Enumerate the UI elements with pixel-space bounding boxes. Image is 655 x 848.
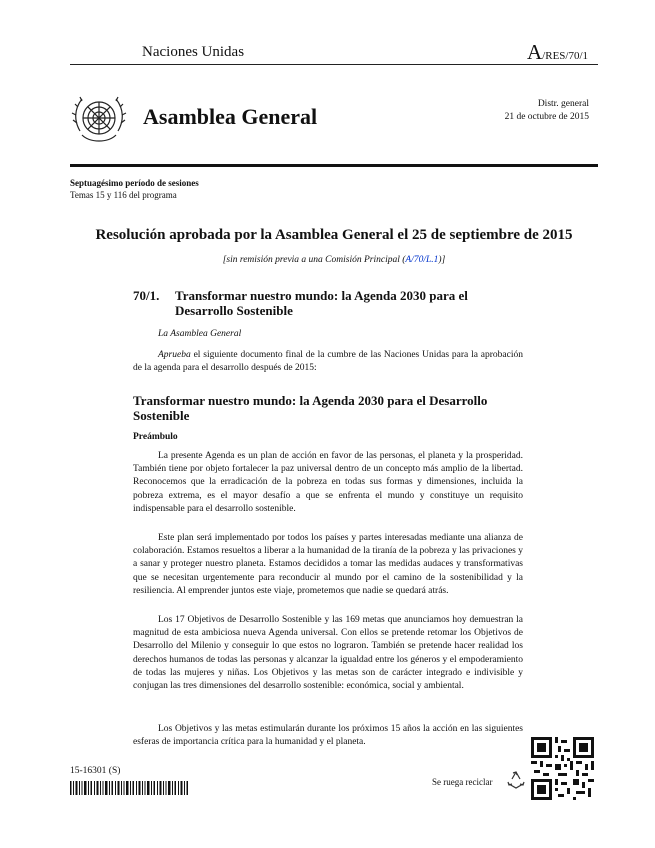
assembly-title: Asamblea General — [143, 104, 318, 129]
reference-suffix: )] — [438, 255, 446, 265]
distribution-info — [470, 98, 589, 124]
document-symbol — [527, 40, 588, 65]
recycle-notice: Se ruega reciclar — [432, 777, 493, 787]
resolution-number: 70/1. — [133, 288, 160, 303]
barcode — [70, 781, 188, 795]
qr-code — [531, 737, 594, 800]
agenda-title: Transformar nuestro mundo: la Agenda 2030 para el Desarrollo Sostenible — [133, 393, 488, 423]
recycle-icon — [505, 769, 527, 791]
preamble-paragraph-1 — [133, 450, 523, 516]
reference-prefix: [sin remisión previa a una Comisión Principal ( — [222, 255, 406, 265]
resolution-heading: Transformar nuestro mundo: la Agenda 2030 para el Desarrollo Sostenible — [175, 288, 468, 318]
un-emblem-icon — [70, 91, 128, 149]
committee-reference — [70, 255, 598, 265]
paragraph-text: Los 17 Objetivos de Desarrollo Sostenible y las 169 metas que anunciamos hoy demuestran la magnitud de esta ambiciosa nueva Agenda universal. Con ellos se pretende retomar los Objetivos de Desarrollo del Milenio y conseguir lo que estos no lograron. También se pretende hacer realidad los derechos humanos de todas las personas y alcanzar la igualdad entre los géneros y el empoderamiento de todas las mujeres y niñas. Los Objetivos y las metas son de carácter integrado e indivisible y conjugan las tres dimensiones del desarrollo sostenible: económica, social y ambiental. — [133, 615, 523, 692]
approval-paragraph — [133, 349, 523, 375]
paragraph-text: Este plan será implementado por todos los países y partes interesadas mediante una alianza de colaboración. Estamos resueltos a liberar a la humanidad de la tiranía de la pobreza y las privaciones y a sanar y proteger nuestro planeta. Estamos decididos a tomar las medidas audaces y transformativas que se necesitan urgentemente para reconducir al mundo por el camino de la sostenibilidad y la resiliencia. Al emprender juntos este viaje, prometemos que nadie se quedará atrás. — [133, 533, 523, 596]
organization-name: Naciones Unidas — [142, 44, 245, 60]
preamble-heading: Preámbulo — [133, 432, 178, 442]
symbol-code: /RES/70/1 — [542, 50, 589, 62]
paragraph-text: La presente Agenda es un plan de acción en favor de las personas, el planeta y la prosperidad. También tiene por objeto fortalecer la paz universal dentro de un concepto más amplio de la libertad. Reconocemos que la erradicación de la pobreza en todas sus formas y dimensiones, incluida la pobreza extrema, es el mayor desafío a que se enfrenta el mundo y constituye un requisito indispensable para el desarrollo sostenible. — [133, 451, 523, 514]
approves-text: el siguiente documento final de la cumbre de las Naciones Unidas para la aprobación de la agenda para el desarrollo después de 2015: — [133, 350, 523, 374]
symbol-letter: A — [527, 40, 543, 64]
header-thick-rule — [70, 164, 598, 167]
resolution-title: Resolución aprobada por la Asamblea General el 25 de septiembre de 2015 — [95, 227, 573, 243]
approves-word: Aprueba — [158, 350, 191, 360]
session-name: Septuagésimo período de sesiones — [70, 178, 199, 188]
preamble-paragraph-4 — [133, 723, 523, 749]
paragraph-text: Los Objetivos y las metas estimularán durante los próximos 15 años la acción en las siguientes esferas de importancia crítica para la humanidad y el planeta. — [133, 724, 523, 748]
preamble-paragraph-3 — [133, 614, 523, 693]
document-number: 15-16301 (S) — [70, 766, 121, 776]
session-info — [70, 177, 199, 201]
assembly-label: La Asamblea General — [158, 329, 242, 339]
reference-link[interactable]: A/70/L.1 — [405, 255, 439, 265]
preamble-paragraph-2 — [133, 532, 523, 598]
header-rule — [70, 64, 598, 65]
agenda-items: Temas 15 y 116 del programa — [70, 190, 177, 200]
distribution-type: Distr. general — [537, 99, 589, 109]
document-date: 21 de octubre de 2015 — [504, 112, 589, 122]
